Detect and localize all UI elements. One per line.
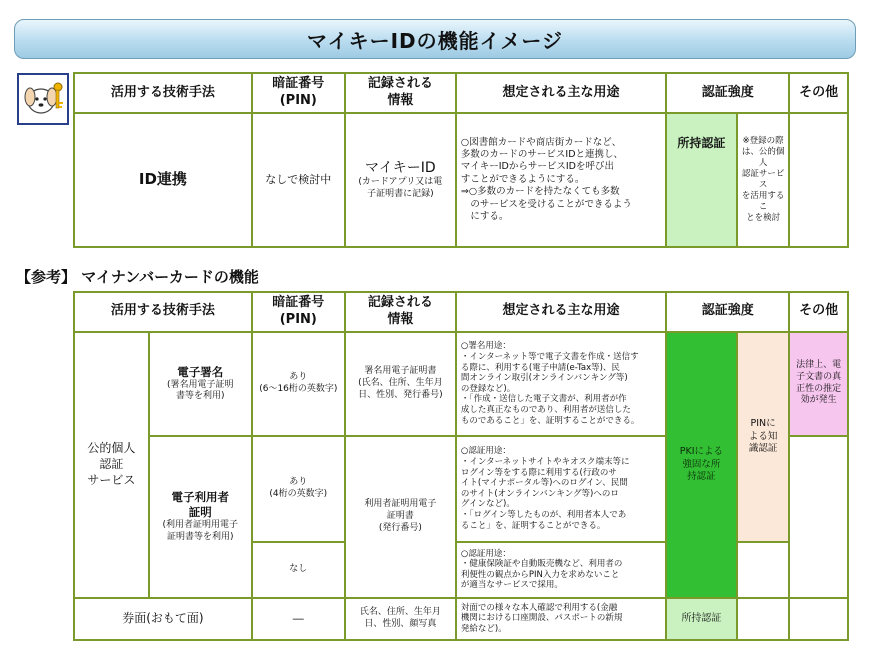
jpki-label: 公的個人 認証 サービス: [74, 332, 149, 598]
mykey-id-sub: (カードアプリ又は電 子証明書に記録): [358, 177, 443, 200]
face-strength-empty: [737, 598, 790, 640]
pin-strength: PINに よる知 識認証: [737, 332, 790, 542]
header-strength-2: 認証強度: [666, 292, 789, 332]
id-link-pin: なしで検討中: [252, 113, 345, 247]
mascot-logo: [17, 73, 69, 125]
face-info: 氏名、住所、生年月 日、性別、顔写真: [345, 598, 456, 640]
auth-name: 電子利用者 証明: [171, 490, 230, 520]
pki-strength: PKIによる 強固な所 持認証: [666, 332, 737, 598]
auth-sub: (利用者証明用電子 証明書等を利用): [162, 520, 239, 542]
header-usage: 想定される主な用途: [456, 73, 666, 113]
header-usage-2: 想定される主な用途: [456, 292, 666, 332]
mykey-id-label: マイキーID: [365, 160, 436, 177]
mynumber-card-table: [73, 291, 849, 641]
other-empty: [789, 436, 848, 598]
id-link-other: [789, 113, 848, 247]
header-other: その他: [789, 73, 848, 113]
other-note: 法律上、電 子文書の真 正性の推定 効が発生: [789, 332, 848, 436]
face-other-empty: [789, 598, 848, 640]
nopin-pin: なし: [252, 542, 345, 598]
id-link-strength-note: ※登録の際 は、公的個人 認証サービス を活用するこ とを検討: [737, 113, 790, 247]
signature-usage: ○署名用途： ・インターネット等で電子文書を作成・送信す る際に、利用する(電子申請(e-Tax等)、民 間オンライン取引(オンラインバンキング等) の登録など)。 ・「作成・送信した電子文書が、利用者が作 成した真正なものであり、利用者が送信した ものであること」を、証明することができる。: [456, 332, 666, 436]
auth-pin: あり (4桁の英数字): [252, 436, 345, 542]
auth-info: 利用者証明用電子 証明書 (発行番号): [345, 436, 456, 598]
face-usage: 対面での様々な本人確認で利用する(金融 機関における口座開設、パスポートの新規 発給など)。: [456, 598, 666, 640]
signature-name: 電子署名: [177, 364, 224, 379]
header-strength: 認証強度: [666, 73, 789, 113]
mykey-id-table: [73, 72, 849, 248]
header-method-2: 活用する技術手法: [74, 292, 252, 332]
face-pin: ―: [252, 598, 345, 640]
auth-method: [149, 436, 252, 598]
header-info-2: 記録される 情報: [345, 292, 456, 332]
header-other-2: その他: [789, 292, 848, 332]
signature-info: 署名用電子証明書 (氏名、住所、生年月 日、性別、発行番号): [345, 332, 456, 436]
id-link-info: [345, 113, 456, 247]
header-method: 活用する技術手法: [74, 73, 252, 113]
reference-title: 【参考】 マイナンバーカードの機能: [16, 268, 259, 286]
signature-sub: (署名用電子証明 書等を利用): [167, 379, 234, 402]
nopin-strength-empty: [737, 542, 790, 598]
id-link-usage: ○図書館カードや商店街カードなど、 多数のカードのサービスIDと連携し、 マイキーIDからサービスIDを呼び出 すことができるようにする。 ⇒○多数のカードを持たなくても多数 のサービスを受けることができるよう にする。: [456, 113, 666, 247]
possession-auth-label: 所持認証: [677, 136, 726, 150]
signature-pin: あり (6～16桁の英数字): [252, 332, 345, 436]
id-link-method: ID連携: [74, 113, 252, 247]
auth-usage: ○認証用途： ・インターネットサイトやキオスク端末等に ログイン等をする際に利用する(行政のサ イト(マイナポータル等)へのログイン、民間 のサイト(オンラインバンキング等)へのロ グインなど)。 ・「ログイン等したものが、利用者本人であ ること」を、証明することができる。: [456, 436, 666, 542]
header-pin: 暗証番号 (PIN): [252, 73, 345, 113]
face-strength: 所持認証: [666, 598, 737, 640]
signature-method: [149, 332, 252, 436]
face-method: 券面(おもて面): [74, 598, 252, 640]
id-link-strength: [666, 113, 737, 247]
page-title: マイキーIDの機能イメージ: [14, 19, 856, 59]
header-pin-2: 暗証番号 (PIN): [252, 292, 345, 332]
nopin-usage: ○認証用途： ・健康保険証や自動販売機など、利用者の 利便性の観点からPIN入力を求めないこと が適当なサービスで採用。: [456, 542, 666, 598]
header-info: 記録される 情報: [345, 73, 456, 113]
